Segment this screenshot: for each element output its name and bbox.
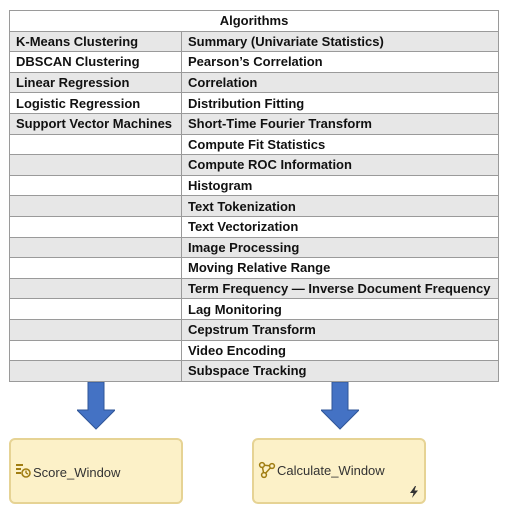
lightning-icon (409, 486, 419, 498)
table-row (10, 196, 499, 217)
table-row (10, 319, 499, 340)
right-cell: Compute Fit Statistics (182, 134, 499, 155)
table-header: Algorithms (10, 11, 499, 32)
table-row (10, 258, 499, 279)
left-cell (10, 299, 182, 320)
table-row (10, 31, 499, 52)
right-cell: Summary (Univariate Statistics) (182, 31, 499, 52)
table-row (10, 278, 499, 299)
table-row (10, 134, 499, 155)
table-row (10, 361, 499, 382)
table-row (10, 299, 499, 320)
table-row (10, 237, 499, 258)
table-row (10, 113, 499, 134)
right-cell: Subspace Tracking (182, 361, 499, 382)
table-row (10, 155, 499, 176)
left-cell: Linear Regression (10, 72, 182, 93)
left-cell (10, 340, 182, 361)
right-cell: Lag Monitoring (182, 299, 499, 320)
calculate-window-label: Calculate_Window (277, 463, 385, 478)
score-window-label: Score_Window (33, 465, 121, 480)
table-body (10, 31, 499, 381)
left-cell (10, 258, 182, 279)
left-cell: K-Means Clustering (10, 31, 182, 52)
table-row (10, 175, 499, 196)
right-cell: Distribution Fitting (182, 93, 499, 114)
right-cell: Video Encoding (182, 340, 499, 361)
right-cell: Text Vectorization (182, 216, 499, 237)
right-cell: Compute ROC Information (182, 155, 499, 176)
left-cell (10, 319, 182, 340)
left-cell (10, 196, 182, 217)
table-row (10, 52, 499, 73)
calculate-window-icon (258, 461, 276, 479)
table-row (10, 216, 499, 237)
left-cell: Logistic Regression (10, 93, 182, 114)
score-window-icon (15, 463, 31, 479)
right-cell: Term Frequency — Inverse Document Frequency (182, 278, 499, 299)
left-cell (10, 361, 182, 382)
left-cell (10, 155, 182, 176)
left-cell (10, 237, 182, 258)
down-arrow-right (321, 382, 359, 430)
right-cell: Cepstrum Transform (182, 319, 499, 340)
right-cell: Correlation (182, 72, 499, 93)
left-cell (10, 134, 182, 155)
right-cell: Moving Relative Range (182, 258, 499, 279)
left-cell: DBSCAN Clustering (10, 52, 182, 73)
down-arrow-left (77, 382, 115, 430)
algorithms-table (9, 10, 499, 382)
table-row (10, 93, 499, 114)
right-cell: Image Processing (182, 237, 499, 258)
left-cell (10, 278, 182, 299)
right-cell: Pearson’s Correlation (182, 52, 499, 73)
table-row (10, 72, 499, 93)
right-cell: Short-Time Fourier Transform (182, 113, 499, 134)
left-cell (10, 216, 182, 237)
score-window-node[interactable] (9, 438, 183, 504)
right-cell: Text Tokenization (182, 196, 499, 217)
left-cell: Support Vector Machines (10, 113, 182, 134)
table-row (10, 340, 499, 361)
calculate-window-node[interactable] (252, 438, 426, 504)
left-cell (10, 175, 182, 196)
right-cell: Histogram (182, 175, 499, 196)
